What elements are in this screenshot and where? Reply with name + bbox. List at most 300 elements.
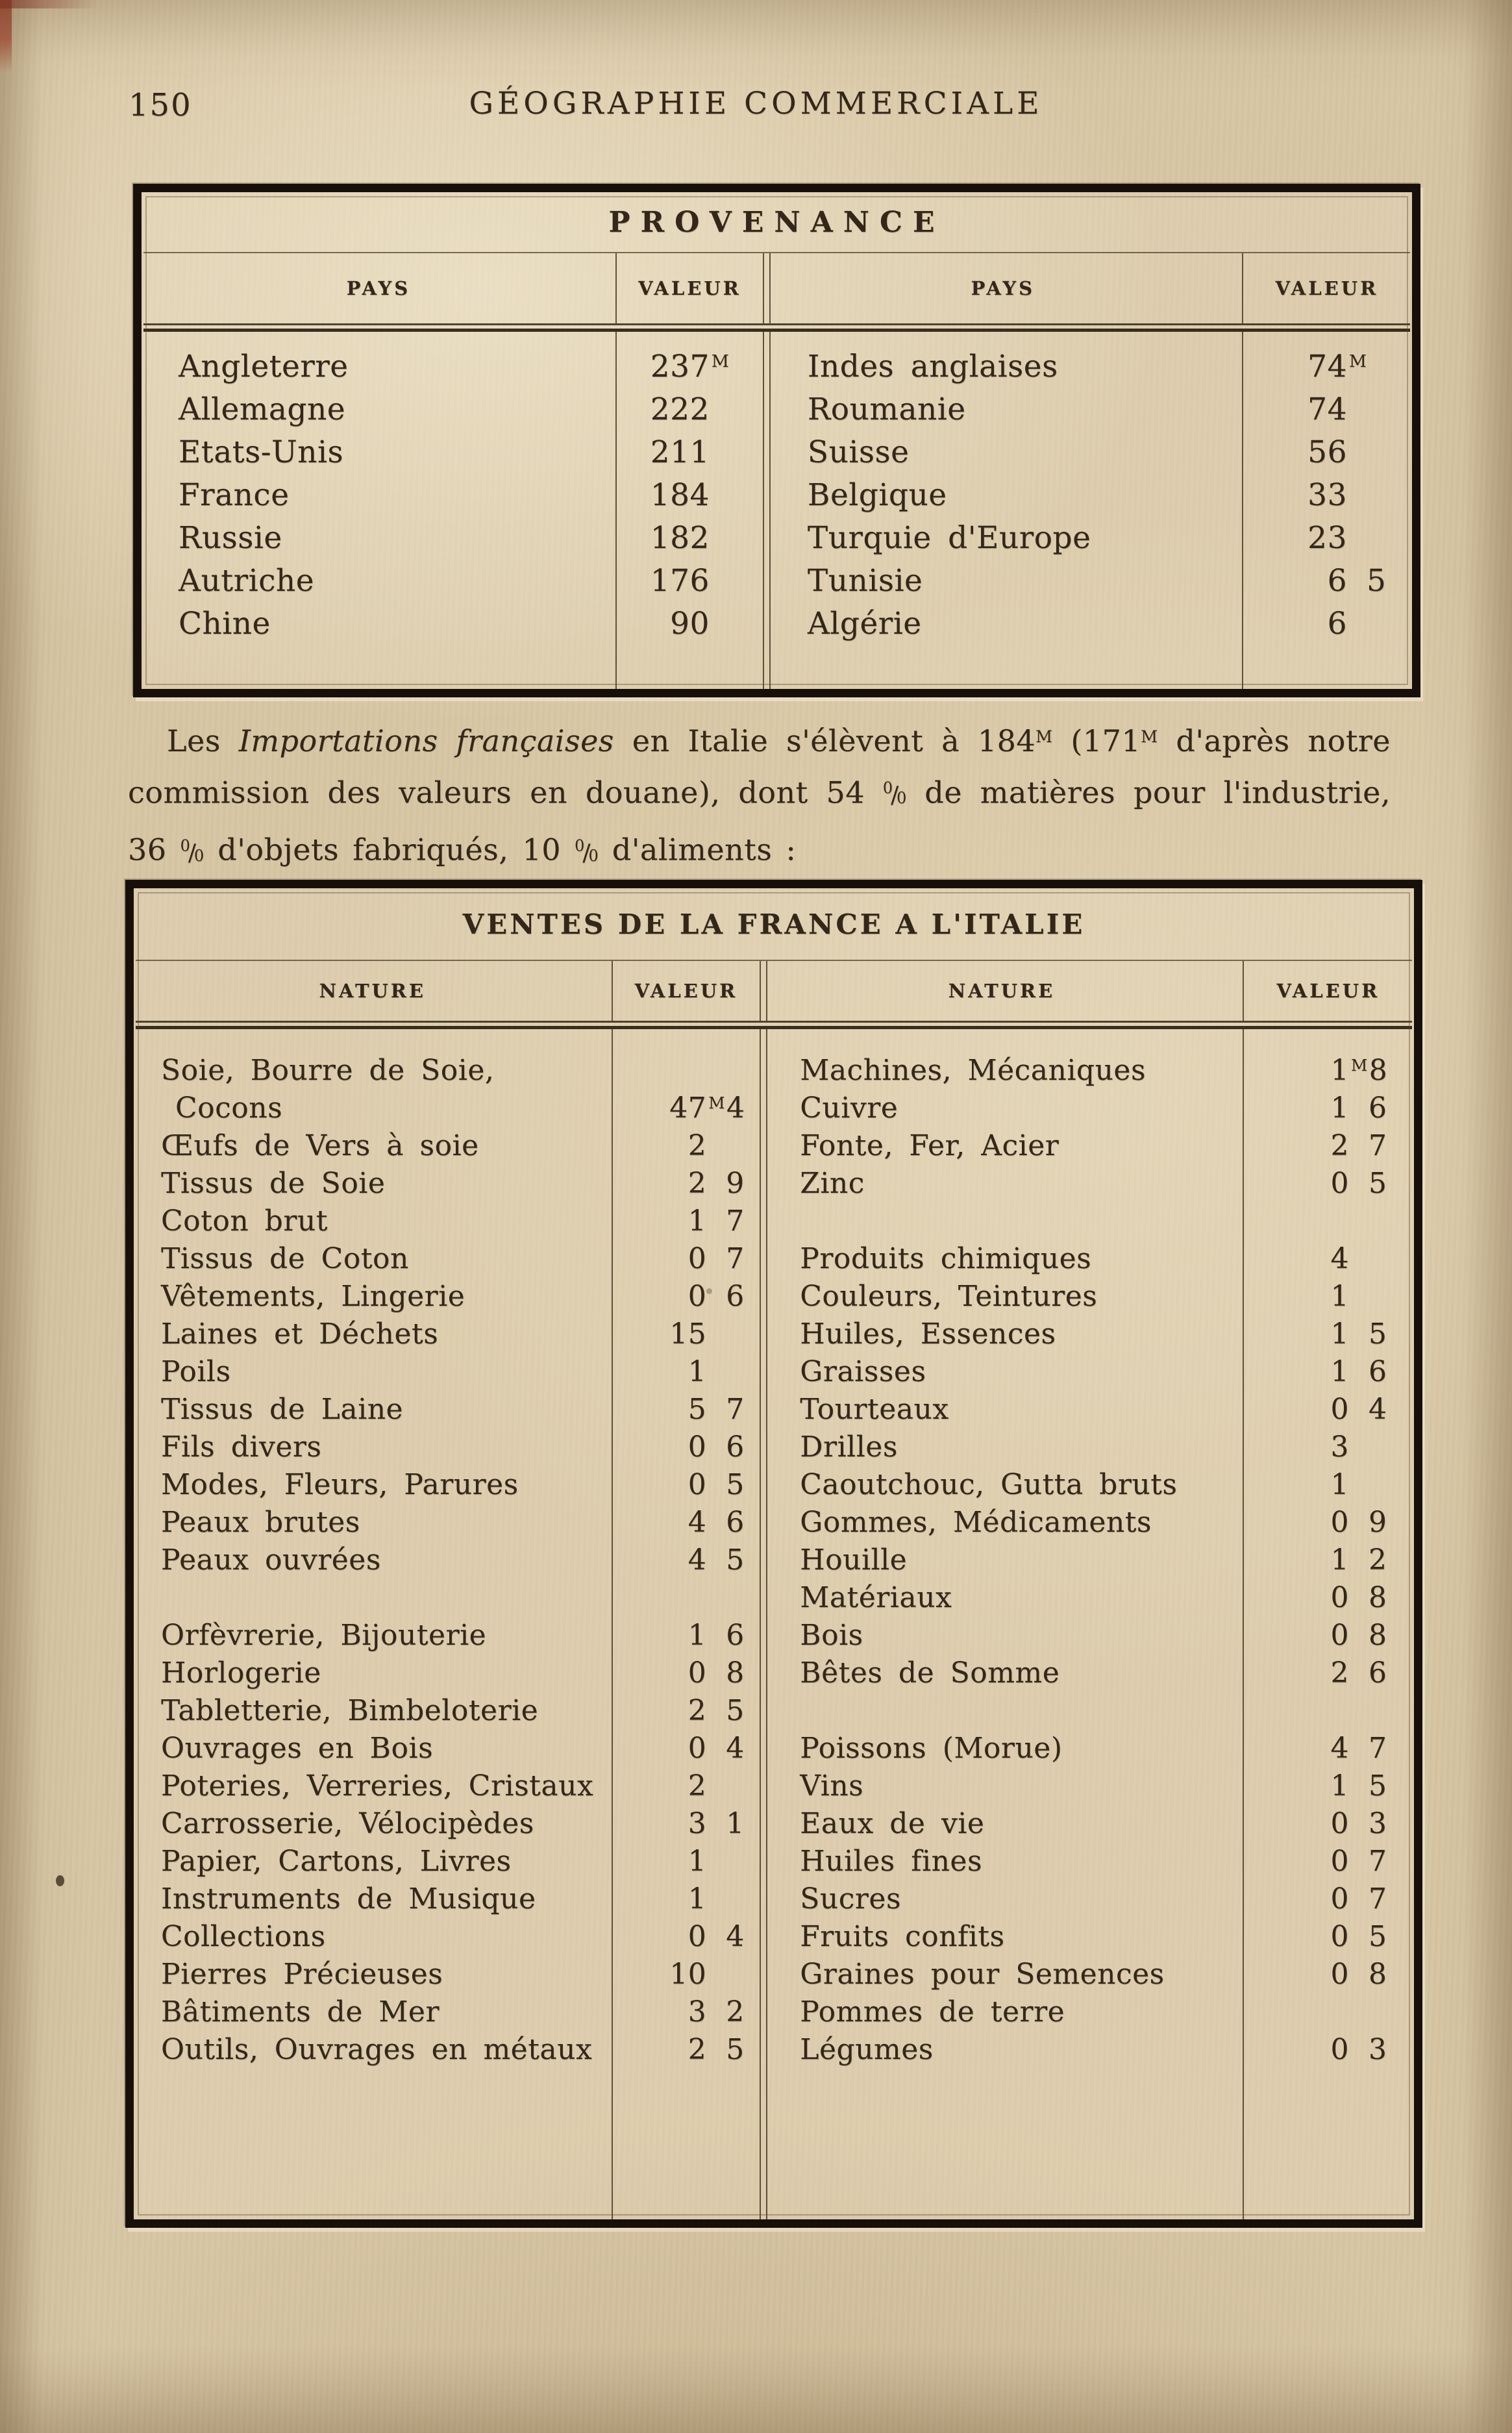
row-value [1243,1167,1414,1200]
superscript-million-mark: M [1141,727,1158,746]
value-integer: 2 [688,1693,707,1727]
middle-divider-line [763,332,771,689]
row-value [1243,1054,1414,1087]
row-label: Vins [800,1769,864,1803]
table-row [134,1616,1414,1654]
row-label: Bois [800,1618,863,1652]
value-integer: 3 [1330,1430,1349,1464]
column-header: VALEUR [1275,277,1379,299]
row-value [1243,1995,1414,2028]
column-divider-line [1243,1029,1244,2219]
table-row [134,1842,1414,1880]
value-integer: 74 [1308,391,1347,427]
row-value [612,1468,762,1501]
value-integer: 90 [670,605,710,642]
column-header: VALEUR [634,980,738,1002]
row-label: Tissus de Laine [161,1392,404,1426]
value-fraction [710,563,764,599]
value-fraction [1349,1581,1414,1614]
value-fraction [706,1317,761,1351]
value-fraction [706,1732,761,1765]
value-decimal: 8 [726,1656,745,1690]
row-value [615,392,764,427]
value-decimal: 7 [726,1204,745,1238]
value-integer: 2 [688,2032,707,2066]
value-decimal: 6 [1368,1091,1387,1125]
row-value [1243,2033,1414,2066]
table-row [134,1729,1414,1767]
value-fraction [710,349,764,384]
row-value [612,1393,762,1426]
table-row [134,1089,1414,1127]
row-value [1243,1581,1414,1614]
value-decimal: 5 [726,1693,745,1727]
value-fraction [1347,477,1412,513]
row-value [1243,1656,1414,1690]
table-body [134,1029,1414,2219]
row-label: Turquie d'Europe [807,519,1091,556]
row-label: Cuivre [800,1091,899,1125]
value-integer: 1 [1330,1053,1349,1087]
row-value [612,1694,762,1727]
table-header-row [142,253,1412,323]
row-label: Coton brut [161,1204,328,1238]
old-style-percent: $^0$/0 [575,836,599,866]
value-fraction [1349,1882,1414,1915]
table-row [134,1202,1414,1240]
table-row [134,1578,1414,1616]
value-fraction [1349,1317,1414,1351]
row-label: Légumes [800,2032,934,2066]
value-integer: 0 [1330,1618,1349,1652]
value-decimal: 7 [1368,1844,1387,1878]
row-value [1242,520,1412,556]
value-fraction [710,606,764,642]
value-integer: 4 [688,1543,707,1577]
column-divider-line [1242,253,1243,323]
table-title: PROVENANCE [608,205,945,239]
row-label: Modes, Fleurs, Parures [161,1467,519,1501]
value-million-mark: M [708,1093,725,1112]
row-label: Couleurs, Teintures [800,1279,1098,1313]
value-fraction [706,1167,761,1200]
value-integer: 0 [688,1279,707,1313]
row-value [1243,1204,1414,1238]
row-value [1243,1468,1414,1501]
value-decimal: 8 [1369,1053,1388,1087]
row-label: Tissus de Coton [161,1241,409,1275]
row-value [1243,1506,1414,1539]
table-row [134,1277,1414,1315]
value-fraction [706,1543,761,1577]
column-header: NATURE [948,980,1056,1002]
row-value [612,1054,762,1087]
value-decimal: 5 [1368,1919,1387,1953]
table-row [134,1993,1414,2030]
row-value [1243,1280,1414,1313]
table-row [134,1541,1414,1578]
row-label: Roumanie [807,391,966,427]
value-fraction [1349,1393,1414,1426]
value-fraction [1349,1769,1414,1803]
column-divider-line [612,961,613,1021]
value-decimal: 3 [1368,1806,1387,1840]
column-header: VALEUR [1276,980,1380,1002]
value-integer: 23 [1308,519,1347,556]
row-label: Russie [179,519,282,556]
row-label: Fils divers [161,1430,322,1464]
value-integer: 4 [688,1505,707,1539]
value-integer: 0 [688,1919,707,1953]
value-integer: 0 [688,1731,707,1765]
value-decimal: 4 [726,1919,745,1953]
row-value [1243,1430,1414,1464]
row-label: Gommes, Médicaments [800,1505,1152,1539]
value-decimal: 5 [1368,1317,1387,1351]
value-fraction [710,434,764,470]
value-fraction [706,1468,761,1501]
value-fraction [706,1807,761,1840]
value-integer: 176 [650,562,710,599]
value-decimal: 6 [726,1279,745,1313]
value-fraction [706,1242,761,1275]
value-fraction [1349,1656,1414,1690]
double-divider [143,323,1410,332]
value-decimal: 6 [1368,1656,1387,1690]
row-value [612,1317,762,1351]
value-decimal: 7 [726,1241,745,1275]
value-integer: 0 [688,1241,707,1275]
row-value [612,1430,762,1464]
row-value [612,1920,762,1953]
row-label: Bêtes de Somme [800,1656,1060,1690]
value-fraction [1349,1506,1414,1539]
row-label: Machines, Mécaniques [800,1053,1146,1087]
table-row [142,602,1412,645]
value-million-mark: M [1350,1055,1368,1075]
row-value [1243,1092,1414,1125]
value-fraction [1349,1732,1414,1765]
value-decimal: 8 [1368,1618,1387,1652]
value-integer: 2 [688,1769,707,1803]
row-label: Graisses [800,1354,926,1388]
value-integer: 33 [1308,477,1347,513]
binding-edge-mark [0,0,97,8]
row-label: Ouvrages en Bois [161,1731,434,1765]
row-value [612,1656,762,1690]
value-fraction [1349,1129,1414,1162]
value-integer: 1 [688,1844,707,1878]
row-value [1243,1694,1414,1727]
row-value [1242,477,1412,513]
value-decimal: 1 [726,1806,745,1840]
value-decimal: 2 [726,1995,745,2028]
table-row [134,1428,1414,1466]
superscript-million-mark: M [1035,727,1053,746]
column-divider-line [615,253,617,323]
table-row [134,1127,1414,1164]
value-decimal: 4 [726,1091,745,1125]
value-decimal: 6 [726,1505,745,1539]
table-title-row [134,888,1414,960]
row-label: Graines pour Semences [800,1957,1165,1991]
value-fraction [1349,1845,1414,1878]
table-row [142,516,1412,559]
row-label: Vêtements, Lingerie [161,1279,465,1313]
row-value [612,1807,762,1840]
value-integer: 1 [688,1354,707,1388]
table-row [134,1767,1414,1804]
value-fraction [1349,1958,1414,1991]
row-value [612,1845,762,1878]
value-integer: 182 [650,519,710,556]
table-row [134,1390,1414,1428]
row-label: Pommes de terre [800,1995,1065,2028]
row-label: Tabletterie, Bimbeloterie [161,1693,539,1727]
column-divider-line [612,1029,613,2219]
row-label: Horlogerie [161,1656,321,1690]
value-integer: 237 [650,348,710,384]
value-integer: 0 [1330,2032,1349,2066]
row-label: Houille [800,1543,908,1577]
row-value [615,520,764,556]
value-fraction [1347,434,1412,470]
row-label: Belgique [807,477,947,513]
value-fraction [1347,563,1412,599]
row-label: Autriche [179,562,315,599]
value-fraction [706,1882,761,1915]
value-integer: 1 [688,1618,707,1652]
value-fraction [706,1995,761,2028]
value-integer: 4 [1330,1241,1349,1275]
value-integer: 47 [669,1091,707,1125]
row-label: Fruits confits [800,1919,1005,1953]
table-row [134,1164,1414,1202]
row-value [615,563,764,599]
table-row [134,1917,1414,1955]
value-fraction [706,1393,761,1426]
value-fraction [1349,1204,1414,1238]
row-value [1243,1882,1414,1915]
row-value [1243,1619,1414,1652]
table-row [134,1051,1414,1089]
row-value [1243,1920,1414,1953]
row-value [1243,1355,1414,1388]
column-divider-line [615,332,617,689]
value-decimal: 5 [1368,1166,1387,1200]
value-fraction [706,1355,761,1388]
row-label: Œufs de Vers à soie [161,1129,479,1162]
value-decimal: 6 [726,1618,745,1652]
row-value [612,1882,762,1915]
value-fraction [706,2033,761,2066]
table-header-row [134,961,1414,1021]
table-row [134,1804,1414,1842]
value-decimal: 6 [1368,1354,1387,1388]
value-million-mark: M [711,352,730,372]
row-value [1242,606,1412,642]
value-decimal: 7 [726,1392,745,1426]
value-decimal: 7 [1368,1731,1387,1765]
row-label: Huiles, Essences [800,1317,1056,1351]
table-row [134,1353,1414,1390]
value-integer: 56 [1308,434,1347,470]
row-value [612,1280,762,1313]
row-label: Peaux ouvrées [161,1543,381,1577]
row-value [612,1619,762,1652]
value-integer: 0 [1330,1392,1349,1426]
intro-paragraph: Les Importations françaises en Italie s'élèvent à $184^M$ ($171^M$ d'après notre commission des valeurs en douane), dont 54 $^0$/0 de matières pour l'industrie, 36 $^0$/0 d'objets fabriqués, 10 $^0$/0 d'aliments : [128,723,1391,867]
row-value [612,1506,762,1539]
value-integer: 1 [688,1882,707,1915]
value-fraction [706,1204,761,1238]
row-label: Tissus de Soie [161,1166,386,1200]
row-value [612,1769,762,1803]
row-label: Chine [179,605,271,642]
page-number: 150 [129,87,192,123]
middle-divider-line [760,961,767,1021]
value-integer: 74 [1308,348,1347,384]
value-decimal: 2 [1368,1543,1387,1577]
value-integer: 0 [688,1467,707,1501]
row-value [615,477,764,513]
ventes-table-content [134,888,1414,2219]
value-fraction [706,1694,761,1727]
row-label: Suisse [807,434,910,470]
row-label: Angleterre [179,348,349,384]
value-integer: 5 [688,1392,707,1426]
value-integer: 1 [688,1204,707,1238]
value-integer: 2 [1330,1656,1349,1690]
row-value [1243,1732,1414,1765]
row-label: Bâtiments de Mer [161,1995,440,2028]
row-value [1242,349,1412,384]
row-label: Fonte, Fer, Acier [800,1129,1060,1162]
row-value [612,1958,762,1991]
column-header: NATURE [319,980,427,1002]
row-label: Instruments de Musique [161,1882,536,1915]
row-label: Poils [161,1354,231,1388]
value-integer: 0 [1330,1844,1349,1878]
row-value [1243,1807,1414,1840]
value-fraction [706,1092,761,1125]
column-header: PAYS [346,277,411,299]
value-integer: 211 [650,434,710,470]
ink-blemish [56,1875,64,1886]
row-label: Collections [161,1919,326,1953]
value-decimal: 7 [1368,1129,1387,1162]
value-integer: 6 [1327,562,1347,599]
row-value [1243,1317,1414,1351]
column-divider-line [1242,332,1243,689]
value-fraction [1349,1694,1414,1727]
row-value [612,1204,762,1238]
table-title-row [142,192,1412,252]
table-row [134,1654,1414,1691]
row-value [612,1995,762,2028]
value-decimal: 5 [1366,562,1387,599]
value-fraction [1349,1167,1414,1200]
value-integer: 1 [1330,1091,1349,1125]
row-label: Pierres Précieuses [161,1957,443,1991]
value-decimal: 9 [726,1166,745,1200]
old-style-percent: $^0$/0 [180,836,204,866]
row-label: Caoutchouc, Gutta bruts [800,1467,1178,1501]
table-row [134,1466,1414,1503]
table-row [134,2030,1414,2068]
value-integer: 15 [669,1317,707,1351]
value-integer: 0 [688,1656,707,1690]
value-million-mark: M [1348,352,1367,372]
value-decimal: 3 [1368,2032,1387,2066]
value-fraction [1349,1355,1414,1388]
column-header: PAYS [971,277,1035,299]
value-integer: 0 [1330,1919,1349,1953]
row-label: Zinc [800,1166,865,1200]
row-label: Produits chimiques [800,1241,1092,1275]
value-decimal: 7 [1368,1882,1387,1915]
value-decimal: 5 [726,1543,745,1577]
row-value [612,1092,762,1125]
ventes-table [125,880,1422,2228]
row-value [1243,1958,1414,1991]
row-label: Papier, Cartons, Livres [161,1844,512,1878]
value-integer: 2 [688,1166,707,1200]
table-body [142,332,1412,689]
table-row [134,1240,1414,1277]
table-row [134,1880,1414,1917]
row-label: France [179,477,290,513]
middle-divider-line [763,253,771,323]
row-value [615,434,764,470]
value-fraction [1347,606,1412,642]
value-decimal: 4 [726,1731,745,1765]
value-fraction [706,1845,761,1878]
value-fraction [1349,1995,1414,2028]
value-integer: 0 [688,1430,707,1464]
value-fraction [706,1129,761,1162]
value-integer: 0 [1330,1166,1349,1200]
value-fraction [706,1619,761,1652]
row-label: Drilles [800,1430,898,1464]
value-fraction [1349,1468,1414,1501]
value-fraction [1349,1092,1414,1125]
table-row [142,345,1412,388]
value-decimal: 5 [726,1467,745,1501]
provenance-table [133,184,1420,697]
value-integer: 0 [1330,1505,1349,1539]
value-fraction [1349,1543,1414,1577]
table-row [134,1315,1414,1353]
row-value [612,1581,762,1614]
value-decimal: 5 [726,2032,745,2066]
value-fraction [1347,349,1412,384]
value-fraction [1347,520,1412,556]
row-value [1243,1845,1414,1878]
row-value [1243,1129,1414,1162]
value-fraction [1349,1280,1414,1313]
value-decimal: 6 [726,1430,745,1464]
value-integer: 1 [1330,1279,1349,1313]
value-decimal: 4 [1368,1392,1387,1426]
value-integer: 2 [1330,1129,1349,1162]
row-label: Cocons [175,1091,283,1125]
value-fraction [1349,1242,1414,1275]
value-integer: 1 [1330,1769,1349,1803]
row-value [612,1543,762,1577]
row-label: Laines et Déchets [161,1317,439,1351]
row-value [1242,563,1412,599]
